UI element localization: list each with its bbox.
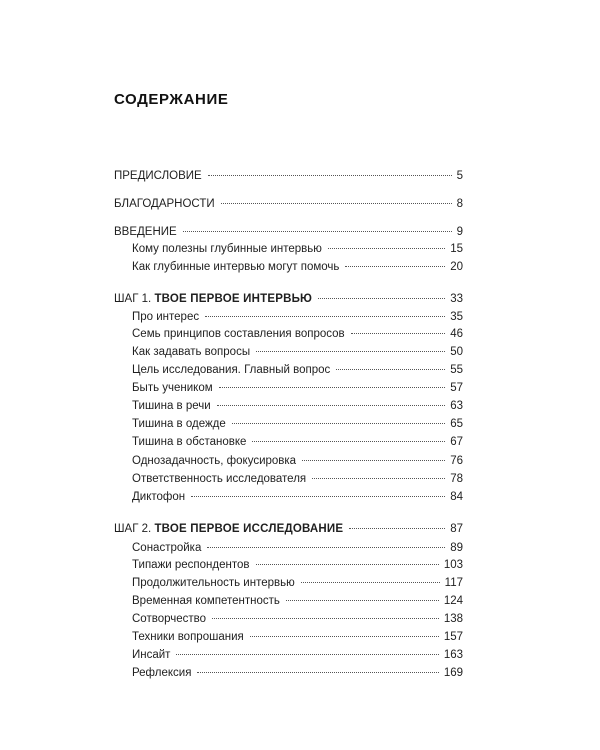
toc-entry-label: Инсайт	[132, 649, 171, 661]
toc-entry-label: Сотворчество	[132, 613, 207, 625]
page-title: СОДЕРЖАНИЕ	[114, 91, 229, 108]
toc-subentry	[132, 310, 463, 324]
toc-entry-acknowledgements	[114, 197, 463, 211]
toc-page-number: 169	[443, 667, 463, 679]
toc-page-number: 124	[443, 595, 463, 607]
toc-subentry	[132, 417, 463, 431]
toc-page-number: 76	[450, 455, 463, 467]
toc-leader-dots	[256, 351, 445, 352]
toc-entry-label: Рефлексия	[132, 667, 192, 679]
toc-leader-dots	[286, 600, 439, 601]
toc-page-number: 57	[450, 382, 463, 394]
toc-entry-label	[114, 292, 312, 306]
toc-subentry	[132, 454, 463, 468]
toc-leader-dots	[212, 618, 439, 619]
toc-subentry	[132, 435, 463, 449]
toc-subentry	[132, 541, 463, 555]
toc-leader-dots	[318, 298, 445, 299]
toc-page-number: 55	[450, 364, 463, 376]
toc-leader-dots	[208, 175, 452, 176]
toc-subentry	[132, 399, 463, 413]
toc-subentry	[132, 612, 463, 626]
toc-subentry	[132, 666, 463, 680]
toc-entry-label: ВВЕДЕНИЕ	[114, 226, 177, 238]
toc-leader-dots	[301, 582, 440, 583]
toc-page-number: 35	[450, 311, 463, 323]
toc-leader-dots	[232, 423, 445, 424]
toc-leader-dots	[252, 441, 445, 442]
toc-entry-label: Семь принципов составления вопросов	[132, 328, 345, 340]
toc-subentry	[132, 345, 463, 359]
toc-page-number: 20	[450, 261, 463, 273]
toc-entry-label: Кому полезны глубинные интервью	[132, 243, 322, 255]
toc-step-title: ТВОЕ ПЕРВОЕ ИССЛЕДОВАНИЕ	[154, 523, 344, 535]
toc-page-number: 157	[443, 631, 463, 643]
toc-page-number: 65	[450, 418, 463, 430]
toc-entry-label: Про интерес	[132, 311, 200, 323]
toc-page-number: 33	[450, 293, 463, 305]
toc-entry-label: БЛАГОДАРНОСТИ	[114, 198, 215, 210]
toc-entry-label: Типажи респондентов	[132, 559, 250, 571]
toc-leader-dots	[205, 316, 445, 317]
toc-step-prefix: ШАГ 2.	[114, 523, 152, 535]
toc-leader-dots	[250, 636, 439, 637]
toc-entry-preface	[114, 169, 463, 183]
toc-leader-dots	[219, 387, 446, 388]
toc-entry-label: Временная компетентность	[132, 595, 280, 607]
toc-subentry	[132, 242, 463, 256]
toc-entry-label: Тишина в речи	[132, 400, 211, 412]
toc-page-number: 5	[456, 170, 463, 182]
toc-entry-label: Как глубинные интервью могут помочь	[132, 261, 340, 273]
toc-leader-dots	[176, 654, 438, 655]
toc-step-title: ТВОЕ ПЕРВОЕ ИНТЕРВЬЮ	[154, 293, 313, 305]
toc-entry-label: Диктофон	[132, 491, 186, 503]
toc-leader-dots	[256, 564, 439, 565]
toc-subentry	[132, 472, 463, 486]
toc-entry-label: Ответственность исследователя	[132, 473, 307, 485]
toc-page-number: 84	[450, 491, 463, 503]
toc-page-number: 46	[450, 328, 463, 340]
toc-page-number: 15	[450, 243, 463, 255]
toc-page-number: 67	[450, 436, 463, 448]
toc-leader-dots	[191, 496, 445, 497]
toc-leader-dots	[197, 672, 438, 673]
toc-entry-label: Тишина в одежде	[132, 418, 226, 430]
toc-entry-label: Однозадачность, фокусировка	[132, 455, 297, 467]
toc-entry-step-1	[114, 292, 463, 306]
toc-entry-label	[114, 522, 343, 536]
toc-subentry	[132, 490, 463, 504]
toc-page-number: 9	[456, 226, 463, 238]
toc-entry-introduction	[114, 225, 463, 239]
toc-subentry	[132, 648, 463, 662]
toc-entry-label: Сонастройка	[132, 542, 202, 554]
toc-page-number: 8	[456, 198, 463, 210]
toc-leader-dots	[221, 203, 452, 204]
toc-page-number: 117	[444, 577, 463, 589]
toc-subentry	[132, 327, 463, 341]
toc-subentry	[132, 381, 463, 395]
toc-entry-label: Быть учеником	[132, 382, 213, 394]
toc-leader-dots	[302, 460, 445, 461]
toc-leader-dots	[349, 528, 445, 529]
toc-page-number: 138	[443, 613, 463, 625]
toc-subentry	[132, 363, 463, 377]
toc-page-number: 163	[443, 649, 463, 661]
toc-page-number: 89	[450, 542, 463, 554]
toc-page-number: 50	[450, 346, 463, 358]
toc-entry-step-2	[114, 522, 463, 536]
toc-leader-dots	[336, 369, 445, 370]
toc-page-number: 78	[450, 473, 463, 485]
toc-leader-dots	[328, 248, 445, 249]
toc-entry-label: Тишина в обстановке	[132, 436, 247, 448]
toc-page-number: 63	[450, 400, 463, 412]
toc-step-prefix: ШАГ 1.	[114, 293, 152, 305]
toc-subentry	[132, 558, 463, 572]
toc-leader-dots	[345, 266, 445, 267]
toc-entry-label: Как задавать вопросы	[132, 346, 251, 358]
toc-leader-dots	[312, 478, 445, 479]
toc-page-number: 103	[443, 559, 463, 571]
toc-entry-label: ПРЕДИСЛОВИЕ	[114, 170, 202, 182]
toc-subentry	[132, 260, 463, 274]
toc-leader-dots	[207, 547, 445, 548]
toc-leader-dots	[217, 405, 446, 406]
toc-leader-dots	[351, 333, 446, 334]
toc-subentry	[132, 594, 463, 608]
toc-subentry	[132, 630, 463, 644]
toc-leader-dots	[183, 231, 452, 232]
toc-subentry	[132, 576, 463, 590]
toc-page-number: 87	[450, 523, 463, 535]
toc-entry-label: Продолжительность интервью	[132, 577, 295, 589]
toc-entry-label: Цель исследования. Главный вопрос	[132, 364, 331, 376]
toc-entry-label: Техники вопрошания	[132, 631, 244, 643]
